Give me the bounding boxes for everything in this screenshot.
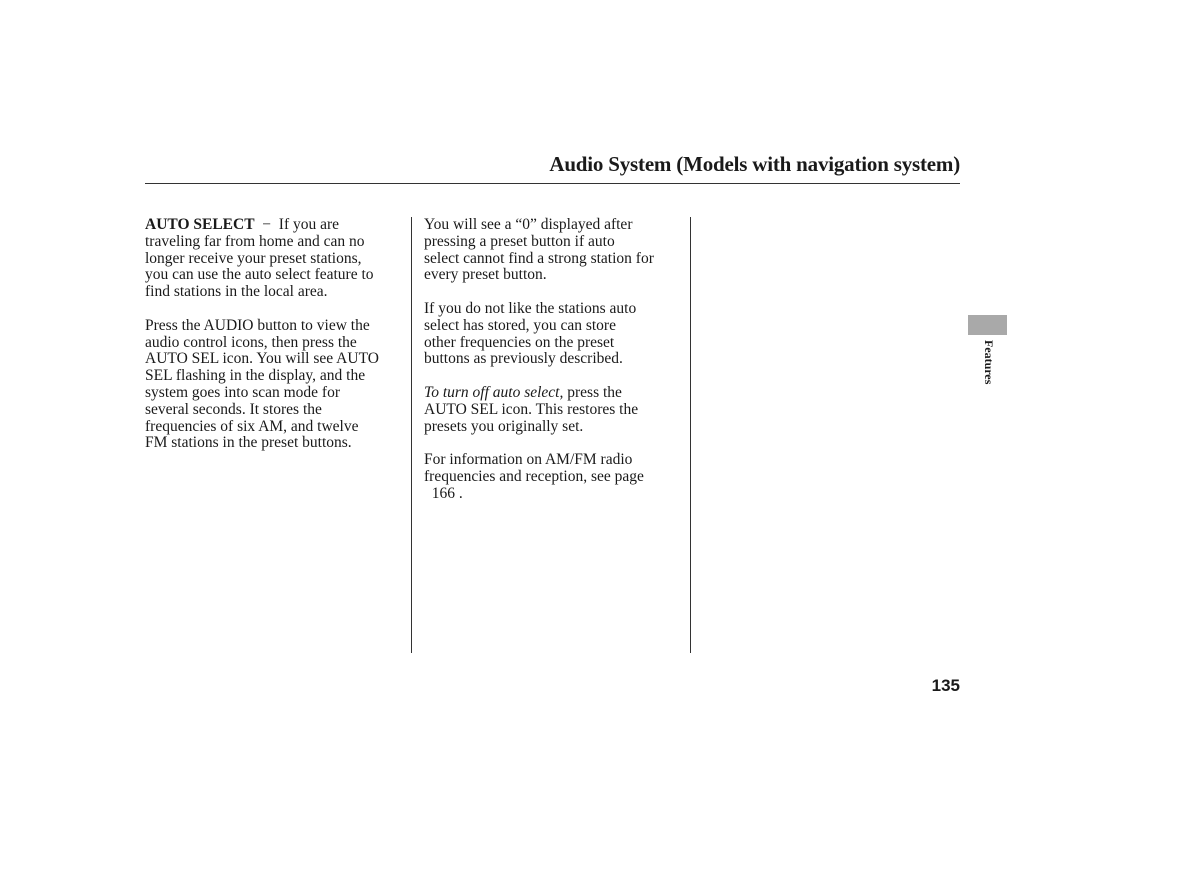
text-line: traveling far from home and can no (145, 232, 365, 250)
turn-off-paragraph (424, 385, 686, 435)
text-line: pressing a preset button if auto (424, 232, 615, 250)
text-line: Press the AUDIO button to view the (145, 316, 370, 334)
first-line-text: If you are (278, 216, 340, 233)
page-title: Audio System (Models with navigation system) (549, 152, 960, 176)
text-line: you can use the auto select feature to (145, 266, 374, 284)
heading-dash: − (262, 216, 272, 233)
middle-column (424, 217, 686, 519)
text-line: select cannot find a strong station for (424, 249, 654, 267)
text-line: frequencies of six AM, and twelve (145, 417, 359, 435)
text-line: For information on AM/FM radio (424, 451, 633, 469)
text-line: every preset button. (424, 266, 547, 284)
text-line: SEL flashing in the display, and the (145, 367, 366, 385)
column-divider-right (690, 217, 691, 653)
text-line: buttons as previously described. (424, 350, 623, 368)
turn-off-italic: To turn off auto select, (424, 383, 564, 401)
text-line: You will see a “0” displayed after (424, 216, 633, 233)
text-line: longer receive your preset stations, (145, 249, 362, 267)
section-tab-label: Features (982, 340, 996, 385)
left-column (145, 217, 407, 469)
text-line: frequencies and reception, see page (424, 467, 644, 485)
radio-info-paragraph (424, 452, 686, 502)
text-line: AUTO SEL icon. This restores the (424, 400, 639, 418)
text-line: find stations in the local area. (145, 283, 328, 301)
text-line: FM stations in the preset buttons. (145, 434, 352, 452)
page-number: 135 (931, 676, 960, 695)
auto-select-heading: AUTO SELECT (145, 216, 255, 233)
press-audio-paragraph (145, 318, 407, 452)
zero-displayed-paragraph (424, 217, 686, 284)
text-line: other frequencies on the preset (424, 333, 615, 351)
auto-select-paragraph (145, 217, 407, 301)
text-line: AUTO SEL icon. You will see AUTO (145, 350, 379, 368)
section-tab-marker (968, 315, 1007, 335)
text-line: system goes into scan mode for (145, 383, 341, 401)
turn-off-rest: press the (563, 383, 622, 401)
column-divider-left (411, 217, 412, 653)
text-line: audio control icons, then press the (145, 333, 357, 351)
text-line: presets you originally set. (424, 417, 584, 435)
text-line: select has stored, you can store (424, 316, 616, 334)
store-frequencies-paragraph (424, 301, 686, 368)
title-rule (145, 183, 960, 184)
text-line: several seconds. It stores the (145, 400, 322, 418)
page-reference: 166 . (424, 484, 463, 502)
text-line: If you do not like the stations auto (424, 299, 637, 317)
